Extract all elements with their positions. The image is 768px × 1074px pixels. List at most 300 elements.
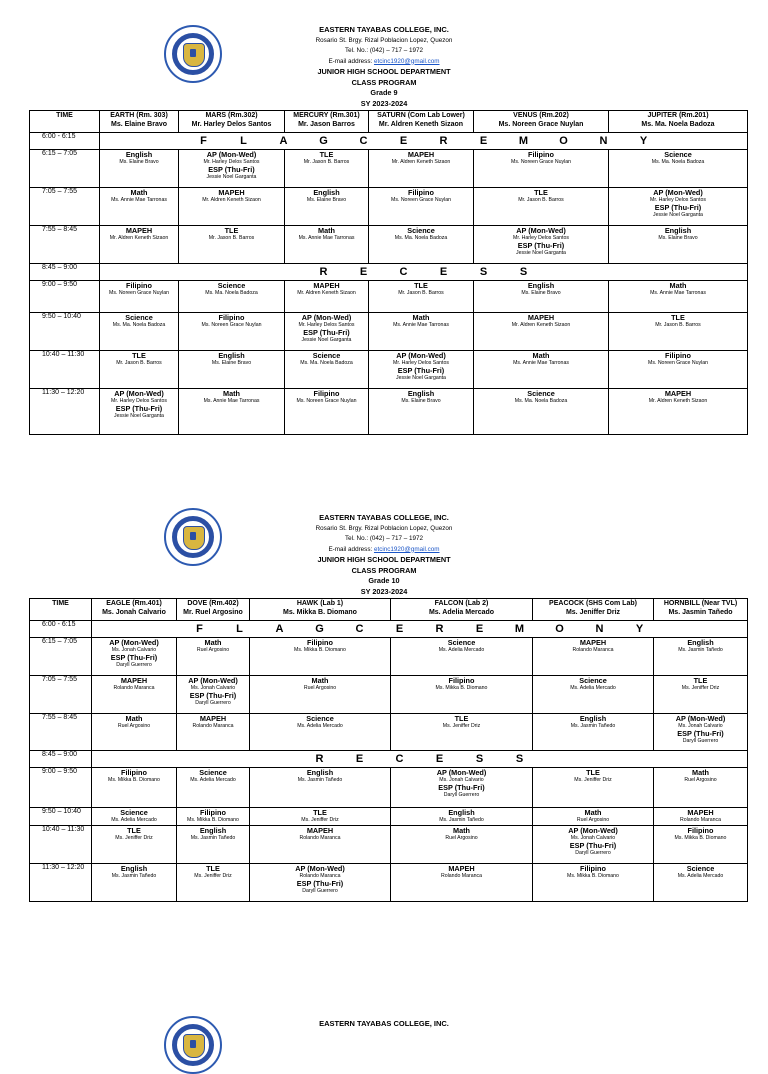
time-cell: 10:40 – 11:30 xyxy=(30,351,100,389)
time-cell: 9:00 – 9:50 xyxy=(30,281,100,313)
subject: Science xyxy=(217,281,246,290)
banner-letter: C xyxy=(355,623,364,635)
section-room: EARTH (Rm. 303) xyxy=(110,112,168,119)
section-header xyxy=(474,111,609,133)
subject: ESP (Thu-Fri) xyxy=(438,783,485,793)
section-room: HAWK (Lab 1) xyxy=(296,600,344,607)
subject: MAPEH xyxy=(527,313,555,322)
subject: AP (Mon-Wed) xyxy=(295,864,345,873)
class-cell xyxy=(100,188,179,226)
teacher: Ms. Ma. Noela Badoza xyxy=(394,235,448,241)
class-cell xyxy=(285,188,369,226)
banner-letter: C xyxy=(359,135,368,147)
subject: TLE xyxy=(224,226,239,235)
teacher: Ms. Mikka B. Diomano xyxy=(567,873,619,879)
subject: ESP (Thu-Fri) xyxy=(115,404,163,414)
teacher: Rolando Maranca xyxy=(113,685,155,691)
table-row xyxy=(30,389,748,435)
class-cell xyxy=(533,826,654,864)
teacher: Ms. Annie Mae Tarronas xyxy=(298,235,355,241)
banner-letter: G xyxy=(319,135,328,147)
banner-letter: E xyxy=(479,135,488,147)
class-cell xyxy=(474,351,609,389)
banner-letter: F xyxy=(196,623,203,635)
teacher: Ms. Jeniffer Driz xyxy=(442,723,481,729)
subject: Filipino xyxy=(307,638,333,647)
teacher: Rolando Maranca xyxy=(299,835,341,841)
banner-letter: M xyxy=(518,135,529,147)
subject: Science xyxy=(527,389,555,398)
section-header xyxy=(533,599,654,621)
teacher: Ms. Mikka B. Diomano xyxy=(108,777,160,783)
time-cell: 11:30 – 12:20 xyxy=(30,864,92,902)
class-cell xyxy=(92,826,177,864)
class-cell xyxy=(474,226,609,264)
school-email-line xyxy=(0,545,768,556)
class-cell xyxy=(179,313,285,351)
class-cell xyxy=(250,826,391,864)
time-cell: 7:55 – 8:45 xyxy=(30,714,92,751)
section-room: VENUS (Rm.202) xyxy=(513,112,569,119)
subject: ESP (Thu-Fri) xyxy=(397,366,445,376)
class-cell xyxy=(391,864,533,902)
banner-letter: E xyxy=(399,135,408,147)
grade-label: Grade 10 xyxy=(368,576,400,585)
teacher: Jessie Noel Garganta xyxy=(516,250,566,257)
class-cell xyxy=(177,826,250,864)
banner-letter: O xyxy=(555,623,564,635)
teacher: Daryll Guerrero xyxy=(302,888,338,895)
class-cell xyxy=(369,313,474,351)
subject: Filipino xyxy=(313,389,340,398)
banner-letter: E xyxy=(355,753,364,765)
banner-letter: O xyxy=(559,135,568,147)
table-row xyxy=(30,808,748,826)
banner-letter: L xyxy=(240,135,247,147)
subject: MAPEH xyxy=(125,226,153,235)
banner-letter: A xyxy=(279,135,288,147)
teacher: Mr. Jason B. Barros xyxy=(116,360,162,366)
banner-letter: M xyxy=(514,623,525,635)
teacher: Ms. Jeniffer Driz xyxy=(115,835,153,841)
class-cell xyxy=(177,676,250,714)
teacher: Ms. Elaine Bravo xyxy=(306,197,347,203)
subject: Math xyxy=(130,188,148,197)
teacher: Rolando Maranca xyxy=(572,647,614,653)
subject: AP (Mon-Wed) xyxy=(301,313,352,322)
class-cell xyxy=(391,676,533,714)
subject: Science xyxy=(125,313,153,322)
teacher: Ms. Elaine Bravo xyxy=(211,360,252,366)
teacher: Ms. Jeniffer Driz xyxy=(301,817,339,823)
teacher: Ms. Ma. Noela Badoza xyxy=(205,290,258,296)
time-cell: 7:05 – 7:55 xyxy=(30,188,100,226)
class-cell xyxy=(177,864,250,902)
subject: TLE xyxy=(534,188,548,197)
banner-letter: E xyxy=(395,623,404,635)
class-cell xyxy=(92,714,177,751)
subject: Filipino xyxy=(126,281,152,290)
time-cell: 9:50 – 10:40 xyxy=(30,313,100,351)
grade9-header xyxy=(0,25,768,109)
class-cell xyxy=(369,226,474,264)
teacher: Ms. Noreen Grace Nuylan xyxy=(296,398,357,404)
class-cell xyxy=(92,768,177,808)
school-tel: Tel. No.: (042) – 717 – 1972 xyxy=(344,47,424,54)
teacher: Ruel Argosino xyxy=(196,647,230,653)
teacher: Ms. Mikka B. Diomano xyxy=(435,685,488,691)
teacher: Ruel Argosino xyxy=(303,685,337,691)
banner-letter: E xyxy=(435,753,444,765)
doc-title: CLASS PROGRAM xyxy=(351,77,417,87)
class-cell xyxy=(533,808,654,826)
banner-letter: R xyxy=(319,266,328,278)
time-cell: 6:15 – 7:05 xyxy=(30,638,92,676)
subject: MAPEH xyxy=(306,826,334,835)
class-cell xyxy=(177,808,250,826)
subject: TLE xyxy=(454,714,469,723)
banner-letter: N xyxy=(599,135,608,147)
teacher: Mr. Aldren Keneth Sizaon xyxy=(109,235,169,241)
class-cell xyxy=(100,281,179,313)
time-cell: 10:40 – 11:30 xyxy=(30,826,92,864)
teacher: Ms. Jonah Calvario xyxy=(570,835,616,841)
email-link[interactable]: etcinc1920@gmail.com xyxy=(373,57,440,65)
section-room: MERCURY (Rm.301) xyxy=(293,112,360,119)
section-header xyxy=(654,599,748,621)
section-header xyxy=(369,111,474,133)
section-adviser: Ms. Elaine Bravo xyxy=(110,121,168,128)
teacher: Mr. Aldren Keneth Sizaon xyxy=(391,159,451,165)
subject: AP (Mon-Wed) xyxy=(114,389,164,398)
page3-header-partial xyxy=(0,1019,768,1030)
class-cell xyxy=(177,714,250,751)
teacher: Ms. Ma. Noela Badoza xyxy=(112,322,166,328)
teacher: Mr. Aldren Keneth Sizaon xyxy=(202,197,261,203)
teacher: Ms. Adelia Mercado xyxy=(297,723,343,729)
subject: Science xyxy=(306,714,334,723)
school-tel: Tel. No.: (042) – 717 – 1972 xyxy=(344,535,424,542)
teacher: Ms. Jonah Calvario xyxy=(678,723,723,729)
time-cell: 11:30 – 12:20 xyxy=(30,389,100,435)
time-cell: 6:15 – 7:05 xyxy=(30,150,100,188)
banner-letter: R xyxy=(439,135,448,147)
table-row xyxy=(30,676,748,714)
class-cell xyxy=(654,714,748,751)
teacher: Jessie Noel Garganta xyxy=(301,337,352,344)
section-adviser: Mr. Ruel Argosino xyxy=(183,609,243,616)
subject: ESP (Thu-Fri) xyxy=(517,241,565,251)
subject: MAPEH xyxy=(218,188,245,197)
school-name: EASTERN TAYABAS COLLEGE, INC. xyxy=(319,1019,449,1028)
class-cell xyxy=(92,638,177,676)
subject: TLE xyxy=(693,676,708,685)
grade10-schedule-table xyxy=(29,598,748,902)
subject: MAPEH xyxy=(448,864,475,873)
time-cell: 9:00 – 9:50 xyxy=(30,768,92,808)
school-year: SY 2023-2024 xyxy=(360,586,408,596)
section-adviser: Mr. Harley Delos Santos xyxy=(191,121,272,128)
teacher: Ms. Ma. Noela Badoza xyxy=(651,159,705,165)
teacher: Ms. Jasmin Tañedo xyxy=(439,817,484,823)
teacher: Daryll Guerrero xyxy=(575,850,611,857)
subject: Math xyxy=(669,281,687,290)
teacher: Ms. Mikka B. Diomano xyxy=(294,647,346,653)
class-cell xyxy=(179,281,285,313)
subject: MAPEH xyxy=(407,150,435,159)
table-row xyxy=(30,313,748,351)
class-cell xyxy=(92,808,177,826)
teacher: Ms. Jonah Calvario xyxy=(439,777,484,783)
class-cell xyxy=(533,638,654,676)
section-adviser: Ms. Noreen Grace Nuylan xyxy=(498,121,584,128)
subject: AP (Mon-Wed) xyxy=(206,150,257,159)
teacher: Mr. Harley Delos Santos xyxy=(203,159,260,165)
time-cell: 7:55 – 8:45 xyxy=(30,226,100,264)
subject: Science xyxy=(312,351,341,360)
school-year: SY 2023-2024 xyxy=(360,98,408,108)
subject: TLE xyxy=(319,150,334,159)
class-cell xyxy=(250,808,391,826)
section-header xyxy=(391,599,533,621)
class-cell xyxy=(609,351,748,389)
teacher: Ms. Elaine Bravo xyxy=(521,290,561,296)
teacher: Mr. Harley Delos Santos xyxy=(650,197,706,203)
subject: TLE xyxy=(127,826,141,835)
section-room: FALCON (Lab 2) xyxy=(434,600,489,607)
teacher: Ms. Jasmin Tañedo xyxy=(678,647,723,653)
teacher: Ms. Jasmin Tañedo xyxy=(190,835,236,841)
teacher: Mr. Jason B. Barros xyxy=(655,322,701,328)
class-cell xyxy=(533,768,654,808)
subject: AP (Mon-Wed) xyxy=(109,638,159,647)
class-cell xyxy=(654,826,748,864)
department: JUNIOR HIGH SCHOOL DEPARTMENT xyxy=(317,555,451,564)
subject: English xyxy=(218,351,245,360)
class-cell xyxy=(474,281,609,313)
class-cell xyxy=(369,188,474,226)
subject: Math xyxy=(317,226,336,235)
class-cell xyxy=(250,676,391,714)
section-room: JUPITER (Rm.201) xyxy=(647,112,709,119)
section-room: MARS (Rm.302) xyxy=(205,112,258,119)
class-cell xyxy=(250,714,391,751)
class-cell xyxy=(391,826,533,864)
class-cell xyxy=(474,389,609,435)
recess-row xyxy=(30,751,748,768)
teacher: Rolando Maranca xyxy=(441,873,482,879)
class-cell xyxy=(369,281,474,313)
class-cell xyxy=(391,638,533,676)
teacher: Jessie Noel Garganta xyxy=(396,375,446,382)
section-adviser: Ms. Mikka B. Diomano xyxy=(283,609,357,616)
teacher: Ms. Jonah Calvario xyxy=(111,647,157,653)
subject: ESP (Thu-Fri) xyxy=(110,653,158,663)
teacher: Ms. Annie Mae Tarronas xyxy=(203,398,260,404)
section-adviser: Ms. Jonah Calvario xyxy=(102,609,166,616)
teacher: Ms. Adelia Mercado xyxy=(190,777,236,783)
class-cell xyxy=(474,313,609,351)
class-cell xyxy=(179,188,285,226)
class-cell xyxy=(391,714,533,751)
class-cell xyxy=(285,389,369,435)
class-cell xyxy=(250,638,391,676)
section-header xyxy=(100,111,179,133)
subject: Math xyxy=(125,714,143,723)
table-row xyxy=(30,188,748,226)
teacher: Ms. Jasmin Tañedo xyxy=(570,723,616,729)
time-cell: 8:45 – 9:00 xyxy=(30,264,100,281)
grade-label: Grade 9 xyxy=(370,88,398,97)
section-room: DOVE (Rm.402) xyxy=(187,600,239,607)
subject: English xyxy=(579,714,607,723)
subject: Science xyxy=(664,150,692,159)
section-adviser: Ms. Ma. Noela Badoza xyxy=(641,121,715,128)
subject: AP (Mon-Wed) xyxy=(568,826,618,835)
class-cell xyxy=(654,768,748,808)
teacher: Jessie Noel Garganta xyxy=(206,174,257,181)
section-room: EAGLE (Rm.401) xyxy=(106,600,162,607)
table-row xyxy=(30,864,748,902)
time-cell: 6:00 - 6:15 xyxy=(30,621,92,638)
subject: Filipino xyxy=(580,864,606,873)
class-cell xyxy=(474,150,609,188)
subject: Science xyxy=(447,638,476,647)
class-cell xyxy=(609,150,748,188)
teacher: Daryll Guerrero xyxy=(195,700,231,707)
recess-banner xyxy=(100,264,748,281)
section-header xyxy=(609,111,748,133)
teacher: Ms. Noreen Grace Nuylan xyxy=(201,322,262,328)
subject: Filipino xyxy=(528,150,554,159)
class-cell xyxy=(100,313,179,351)
teacher: Ms. Jeniffer Driz xyxy=(194,873,232,879)
class-cell xyxy=(92,864,177,902)
class-cell xyxy=(391,808,533,826)
subject: Science xyxy=(579,676,607,685)
subject: MAPEH xyxy=(120,676,148,685)
subject: Math xyxy=(532,351,550,360)
recess-banner xyxy=(92,751,748,768)
subject: ESP (Thu-Fri) xyxy=(677,729,724,739)
teacher: Mr. Jason B. Barros xyxy=(208,235,255,241)
banner-letter: G xyxy=(315,623,324,635)
subject: AP (Mon-Wed) xyxy=(516,226,566,235)
time-header: TIME xyxy=(30,599,92,621)
subject: Filipino xyxy=(408,188,434,197)
section-header xyxy=(179,111,285,133)
class-cell xyxy=(654,676,748,714)
subject: Filipino xyxy=(448,676,475,685)
banner-letter: R xyxy=(435,623,444,635)
school-email-line xyxy=(0,57,768,68)
banner-letter: S xyxy=(515,753,524,765)
teacher: Rolando Maranca xyxy=(192,723,234,729)
teacher: Ms. Elaine Bravo xyxy=(401,398,441,404)
class-cell xyxy=(177,638,250,676)
teacher: Ms. Elaine Bravo xyxy=(658,235,698,241)
teacher: Mr. Jason B. Barros xyxy=(303,159,350,165)
recess-row xyxy=(30,264,748,281)
teacher: Ruel Argosino xyxy=(684,777,717,783)
email-link[interactable]: etcinc1920@gmail.com xyxy=(373,545,440,553)
teacher: Ms. Ma. Noela Badoza xyxy=(300,360,353,366)
banner-letter: S xyxy=(475,753,484,765)
time-cell: 8:45 – 9:00 xyxy=(30,751,92,768)
class-cell xyxy=(285,150,369,188)
subject: ESP (Thu-Fri) xyxy=(189,691,237,701)
class-cell xyxy=(533,714,654,751)
teacher: Mr. Jason B. Barros xyxy=(398,290,444,296)
section-adviser: Mr. Jason Barros xyxy=(298,121,355,128)
grade10-header xyxy=(0,513,768,597)
subject: English xyxy=(125,150,153,159)
banner-letter: Y xyxy=(639,135,648,147)
flag-ceremony-banner xyxy=(92,621,748,638)
class-cell xyxy=(369,150,474,188)
class-cell xyxy=(285,313,369,351)
subject: AP (Mon-Wed) xyxy=(188,676,238,685)
teacher: Ms. Mikka B. Diomano xyxy=(187,817,239,823)
class-cell xyxy=(100,389,179,435)
class-cell xyxy=(285,281,369,313)
class-cell xyxy=(609,313,748,351)
section-header xyxy=(92,599,177,621)
section-room: HORNBILL (Near TVL) xyxy=(663,600,738,607)
class-cell xyxy=(100,351,179,389)
section-header xyxy=(285,111,369,133)
teacher: Ms. Adelia Mercado xyxy=(111,817,157,823)
subject: MAPEH xyxy=(199,714,227,723)
subject: Math xyxy=(452,826,471,835)
class-cell xyxy=(391,768,533,808)
school-name: EASTERN TAYABAS COLLEGE, INC. xyxy=(319,513,449,522)
teacher: Ms. Annie Mae Tarronas xyxy=(393,322,449,328)
subject: English xyxy=(664,226,692,235)
subject: AP (Mon-Wed) xyxy=(653,188,703,197)
teacher: Ms. Annie Mae Tarronas xyxy=(111,197,167,203)
flag-ceremony-row xyxy=(30,621,748,638)
table-row xyxy=(30,351,748,389)
teacher: Ms. Jasmin Tañedo xyxy=(111,873,157,879)
class-cell xyxy=(533,676,654,714)
banner-letter: A xyxy=(275,623,284,635)
class-cell xyxy=(285,351,369,389)
banner-letter: F xyxy=(200,135,207,147)
banner-letter: C xyxy=(399,266,408,278)
banner-letter: R xyxy=(315,753,324,765)
time-cell: 6:00 - 6:15 xyxy=(30,133,100,150)
subject: Filipino xyxy=(121,768,147,777)
teacher: Ms. Noreen Grace Nuylan xyxy=(648,360,708,366)
subject: Science xyxy=(686,864,715,873)
table-row xyxy=(30,226,748,264)
teacher: Rolando Maranca xyxy=(680,817,721,823)
subject: MAPEH xyxy=(313,281,340,290)
class-cell xyxy=(100,226,179,264)
section-room: SATURN (Com Lab Lower) xyxy=(377,112,465,119)
banner-letter: S xyxy=(519,266,528,278)
email-label: E-mail address: xyxy=(328,57,374,65)
school-address: Rosario St. Brgy. Rizal Poblacion Lopez, Quezon xyxy=(315,36,453,44)
section-adviser: Ms. Jeniffer Driz xyxy=(565,609,621,616)
class-cell xyxy=(654,808,748,826)
subject: English xyxy=(448,808,475,817)
banner-letter: S xyxy=(479,266,488,278)
table-row xyxy=(30,768,748,808)
teacher: Mr. Aldren Keneth Sizaon xyxy=(511,322,571,328)
header-row xyxy=(30,599,748,621)
